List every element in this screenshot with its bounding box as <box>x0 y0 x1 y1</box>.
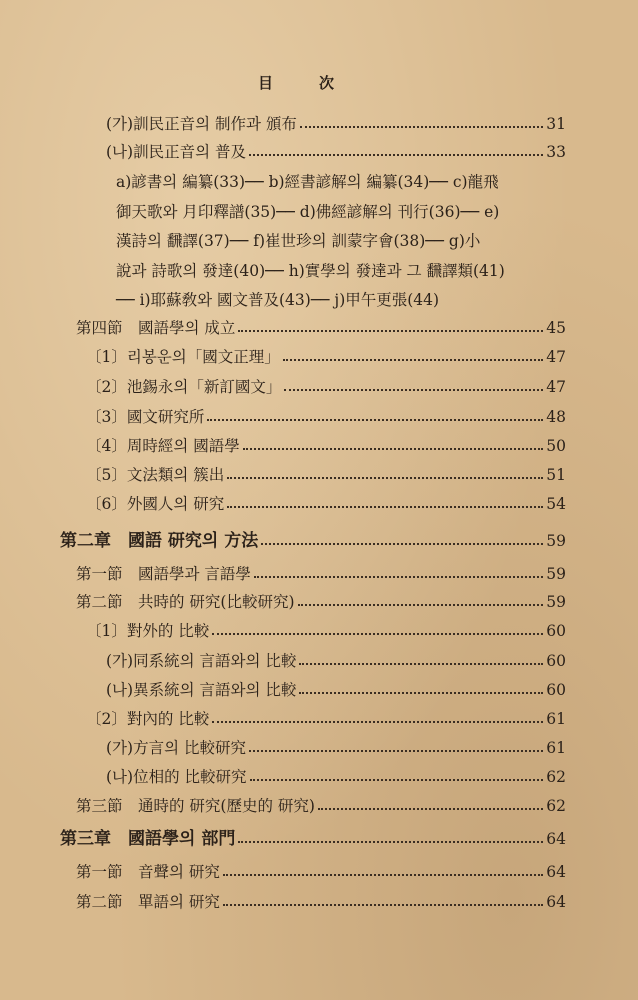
toc-entry <box>106 738 566 758</box>
dot-leader <box>283 359 543 361</box>
toc-entry <box>106 651 566 671</box>
paragraph-line: 說과 詩歌의 發達(40)── h)實學의 發達과 그 飜譯類(41) <box>116 261 505 280</box>
toc-page-number: 47 <box>546 348 566 366</box>
dot-leader <box>249 750 543 752</box>
toc-page-number: 51 <box>546 466 566 484</box>
paragraph-line: ── i)耶蘇敎와 國文普及(43)── j)甲午更張(44) <box>116 291 440 309</box>
toc-entry-section <box>76 318 566 338</box>
dot-leader <box>223 874 543 876</box>
toc-entry <box>86 494 566 514</box>
toc-entry-label: (가)同系統의 言語와의 比較 <box>106 652 297 670</box>
toc-page-number: 54 <box>546 495 566 513</box>
toc-entry-label: 〔6〕外國人의 研究 <box>86 495 225 513</box>
dot-leader <box>254 576 543 578</box>
dot-leader <box>212 721 543 723</box>
toc-page-number: 61 <box>546 710 566 728</box>
dot-leader <box>299 663 543 665</box>
toc-page-number: 50 <box>546 437 566 455</box>
toc-page-number: 61 <box>546 739 566 757</box>
toc-entry-section <box>76 796 566 816</box>
dot-leader <box>238 330 543 332</box>
paragraph-line: 漢詩의 飜譯(37)── f)崔世珍의 訓蒙字會(38)── g)小 <box>116 232 481 250</box>
toc-entry <box>106 680 566 700</box>
toc-entry-label: 第二節 共時的 研究(比較研究) <box>76 593 295 611</box>
toc-page-number: 60 <box>546 681 566 699</box>
toc-entry-label: 第四節 國語學의 成立 <box>76 319 236 337</box>
toc-subsection-paragraph <box>116 168 505 316</box>
toc-page-number: 59 <box>546 593 566 611</box>
dot-leader <box>249 154 543 156</box>
toc-page-number: 47 <box>546 378 566 396</box>
toc-entry <box>106 142 566 162</box>
dot-leader <box>261 543 543 545</box>
toc-page-number: 48 <box>546 408 566 426</box>
toc-page-number: 62 <box>546 768 566 786</box>
toc-entry <box>86 621 566 641</box>
toc-entry-label: 〔4〕周時經의 國語學 <box>86 437 240 455</box>
toc-entry <box>86 407 566 427</box>
toc-entry-label: 〔2〕對內的 比較 <box>86 710 210 728</box>
dot-leader <box>223 904 543 906</box>
toc-entry-label: 第三節 通時的 研究(歷史的 研究) <box>76 797 315 815</box>
toc-entry-label: 第一節 國語學과 言語學 <box>76 565 251 583</box>
toc-entry-section <box>76 892 566 912</box>
toc-entry <box>106 767 566 787</box>
dot-leader <box>207 419 543 421</box>
toc-entry <box>86 347 566 367</box>
toc-entry-label: (가)方言의 比較研究 <box>106 739 246 757</box>
toc-page-number: 62 <box>546 797 566 815</box>
dot-leader <box>299 692 543 694</box>
toc-page-number: 64 <box>546 863 566 881</box>
toc-page-number: 59 <box>546 565 566 583</box>
toc-page-number: 31 <box>546 115 566 133</box>
dot-leader <box>284 389 543 391</box>
toc-page-number: 64 <box>546 893 566 911</box>
toc-page-number: 33 <box>546 143 566 161</box>
dot-leader <box>238 841 543 843</box>
toc-entry-label: 〔5〕文法類의 簇出 <box>86 466 225 484</box>
dot-leader <box>227 506 543 508</box>
toc-entry-label: 第二章 國語 研究의 方法 <box>60 531 259 551</box>
toc-entry <box>86 709 566 729</box>
toc-entry-label: 〔3〕國文研究所 <box>86 408 205 426</box>
toc-entry <box>86 465 566 485</box>
dot-leader <box>298 604 543 606</box>
toc-page-number: 59 <box>546 532 566 550</box>
dot-leader <box>227 477 543 479</box>
toc-entry-chapter <box>60 829 566 849</box>
toc-entry-label: (나)位相的 比較研究 <box>106 768 247 786</box>
toc-entry-label: 第二節 單語의 研究 <box>76 893 220 911</box>
toc-entry-label: 第一節 音聲의 研究 <box>76 863 220 881</box>
toc-entry-chapter <box>60 531 566 551</box>
toc-entry-label: (나)異系統의 言語와의 比較 <box>106 681 297 699</box>
toc-entry-section <box>76 862 566 882</box>
toc-entry-label: 〔1〕對外的 比較 <box>86 622 210 640</box>
toc-entry-section <box>76 564 566 584</box>
toc-page-number: 60 <box>546 652 566 670</box>
toc-page-number: 60 <box>546 622 566 640</box>
page-title: 目次 <box>257 74 380 92</box>
paragraph-line: a)諺書의 編纂(33)── b)經書諺解의 編纂(34)── c)龍飛 <box>116 173 499 191</box>
dot-leader <box>243 448 543 450</box>
toc-entry <box>86 436 566 456</box>
toc-page-number: 64 <box>546 830 566 848</box>
toc-entry-label: 〔2〕池錫永의「新訂國文」 <box>86 378 282 396</box>
toc-entry-section <box>76 592 566 612</box>
toc-entry <box>106 114 566 134</box>
toc-entry-label: (가)訓民正音의 制作과 頒布 <box>106 115 297 133</box>
toc-entry-label: 〔1〕리봉운의「國文正理」 <box>86 348 280 366</box>
toc-entry-label: (나)訓民正音의 普及 <box>106 143 246 161</box>
toc-entry-label: 第三章 國語學의 部門 <box>60 829 236 849</box>
toc-entry <box>86 377 566 397</box>
dot-leader <box>318 808 543 810</box>
paragraph-line: 御天歌와 月印釋譜(35)── d)佛經諺解의 刊行(36)── e) <box>116 202 500 221</box>
dot-leader <box>300 126 543 128</box>
dot-leader <box>250 779 544 781</box>
toc-page-number: 45 <box>546 319 566 337</box>
dot-leader <box>212 633 543 635</box>
